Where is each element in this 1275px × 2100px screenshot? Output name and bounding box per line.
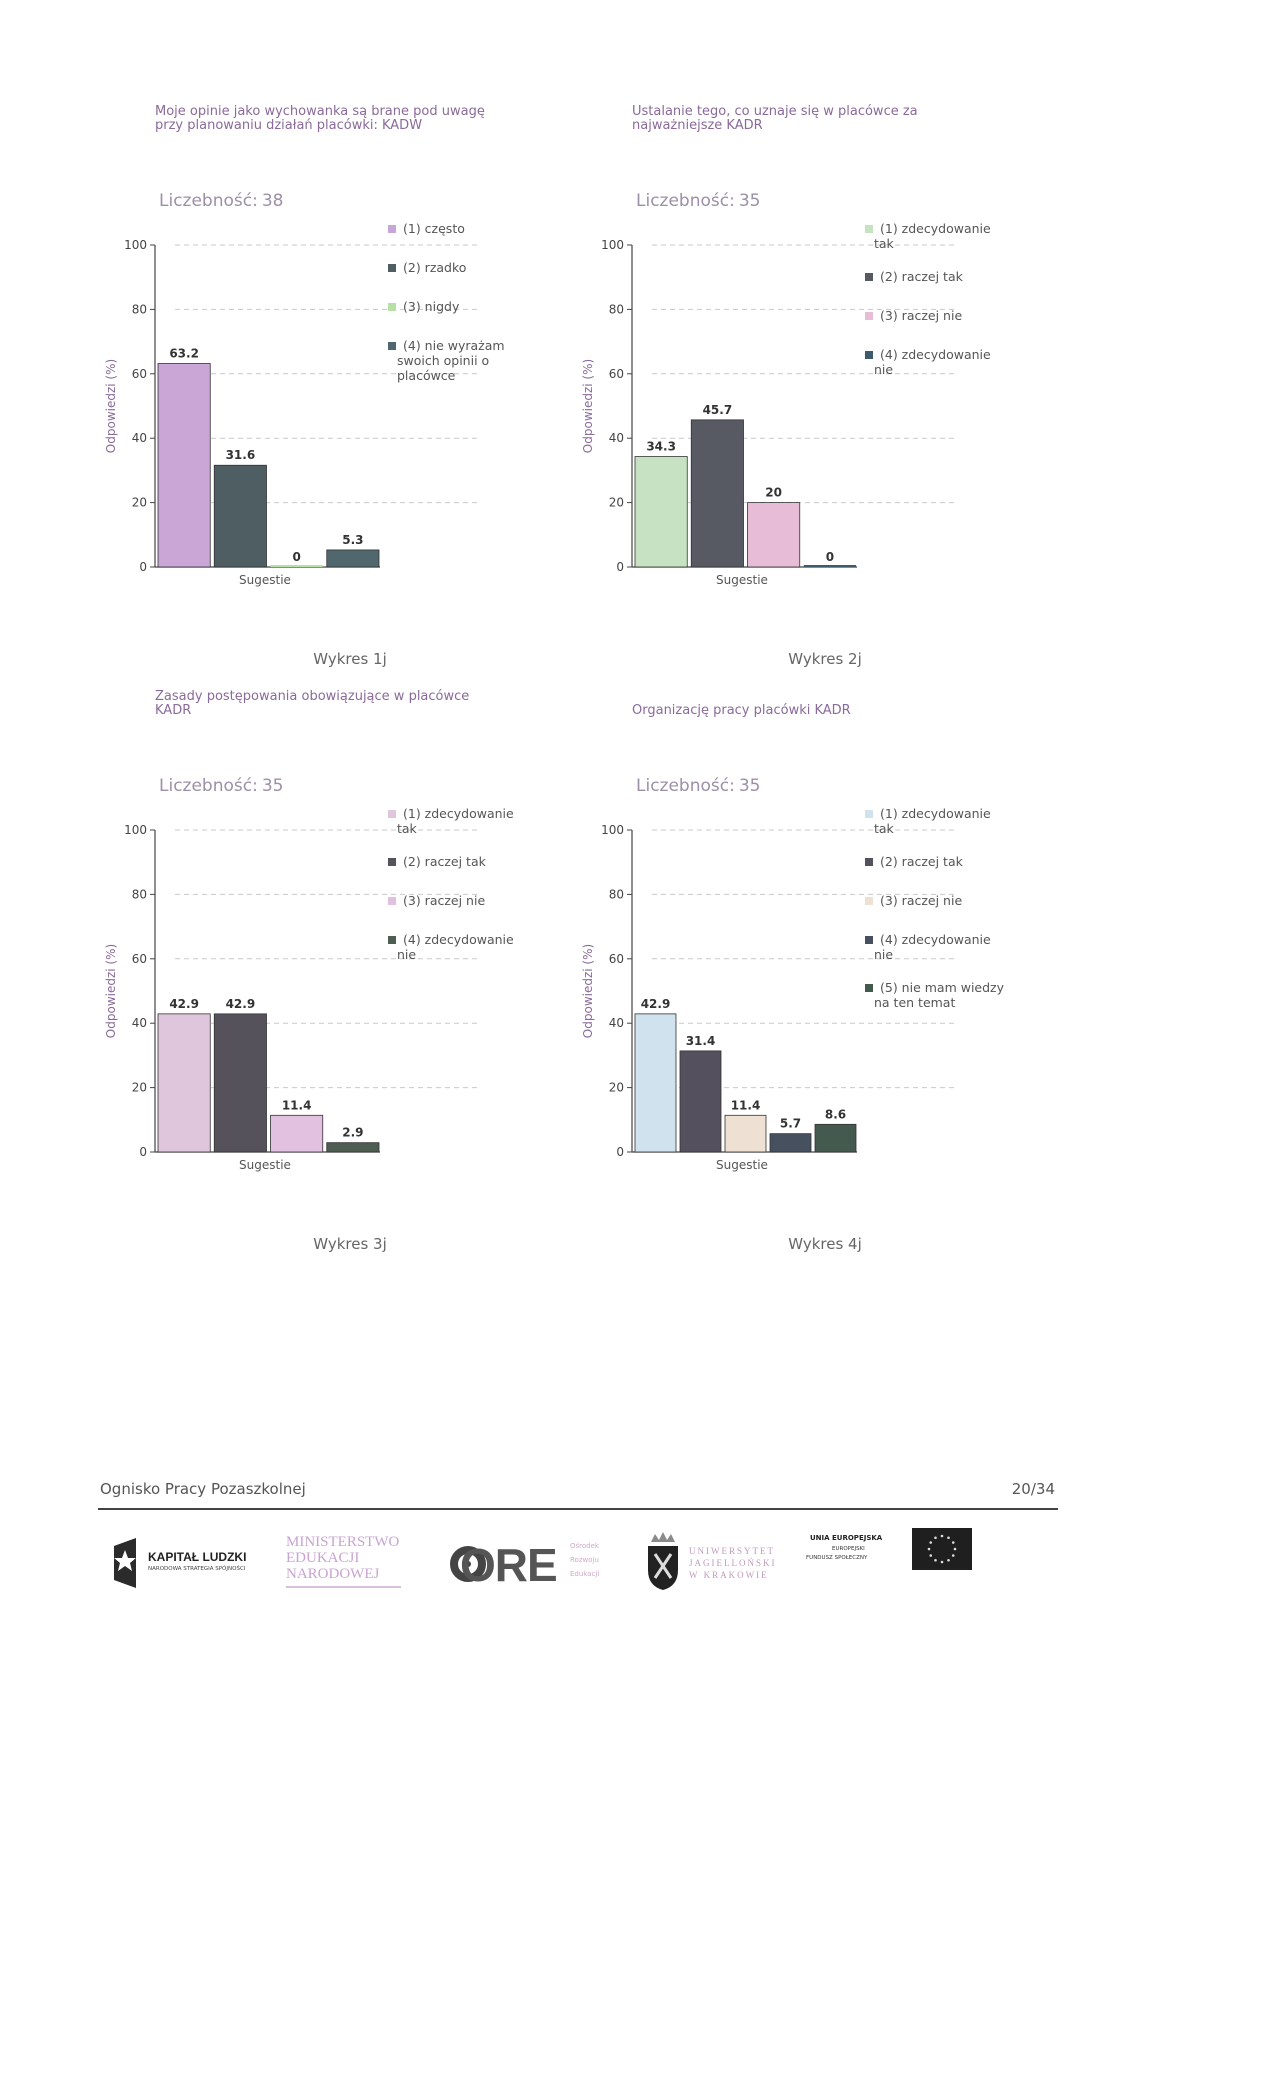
y-tick-label: 20	[608, 1080, 624, 1095]
count-value: 35	[738, 776, 761, 796]
eu-flag-field	[912, 1528, 972, 1570]
eu-line-3: FUNDUSZ SPOŁECZNY	[806, 1555, 868, 1561]
data-label: 5.7	[779, 1116, 802, 1131]
bar-chart	[104, 690, 585, 1210]
legend-swatch	[865, 984, 873, 992]
legend-entry-line: (2) raczej tak	[403, 854, 486, 869]
kapital-ludzki-subtitle: NARODOWA STRATEGIA SPÓJNOŚCI	[148, 1566, 246, 1572]
bar	[214, 465, 266, 567]
eu-logo	[800, 1528, 980, 1596]
y-tick-label: 20	[131, 1080, 147, 1095]
data-label: 31.6	[225, 448, 256, 463]
men-line-3: NARODOWEJ	[286, 1566, 380, 1582]
data-label: 42.9	[225, 996, 256, 1011]
y-tick-label: 100	[601, 823, 624, 837]
chart-title: Moje opinie jako wychowanka są brane pod uwagę przy planowaniu działań placówki: KADW	[155, 104, 485, 133]
chart-title: Zasady postępowania obowiązujące w placówce KADR	[155, 689, 470, 718]
legend-swatch	[388, 225, 396, 233]
y-tick-label: 40	[131, 1016, 147, 1031]
y-tick-label: 100	[124, 823, 147, 837]
legend-entry	[397, 338, 505, 383]
data-label: 0	[825, 550, 835, 564]
eu-star-icon	[934, 1559, 937, 1562]
y-tick-label: 20	[608, 495, 624, 510]
y-tick-label: 40	[608, 431, 624, 446]
legend-entry	[874, 980, 1005, 1010]
legend-entry	[874, 221, 991, 251]
eu-star-icon	[954, 1548, 957, 1551]
legend-entry-line: (3) raczej nie	[880, 308, 963, 323]
data-label: 0	[292, 550, 301, 564]
bar	[725, 1115, 766, 1152]
y-axis-label: Odpowiedzi (%)	[581, 943, 595, 1039]
bar	[770, 1134, 811, 1152]
kapital-ludzki-mark-icon	[110, 1536, 140, 1590]
ore-mark: ORE	[460, 1539, 557, 1591]
legend-swatch	[388, 810, 396, 818]
men-line-1: MINISTERSTWO	[286, 1534, 400, 1550]
uj-crest-icon	[645, 1532, 681, 1592]
legend-entry-line: swoich opinii o	[397, 353, 490, 368]
y-tick-label: 80	[131, 887, 147, 902]
legend-swatch	[388, 342, 396, 350]
men-underline	[286, 1586, 401, 1588]
y-tick-label: 80	[608, 302, 624, 317]
y-tick-label: 100	[601, 238, 624, 252]
legend-entry	[403, 893, 485, 908]
men-line-2: EDUKACJI	[286, 1550, 360, 1566]
data-label: 8.6	[824, 1107, 847, 1122]
y-axis-label: Odpowiedzi (%)	[104, 943, 118, 1039]
legend-entry	[403, 221, 465, 236]
legend-swatch	[388, 897, 396, 905]
y-tick-label: 60	[608, 951, 624, 966]
chart-caption: Wykres 3j	[313, 1235, 387, 1253]
legend-entry-line: (2) raczej tak	[880, 269, 963, 284]
legend-entry-line: (2) raczej tak	[880, 854, 963, 869]
data-label: 20	[765, 485, 782, 500]
legend-swatch	[865, 858, 873, 866]
legend-entry-line: (3) nigdy	[403, 299, 460, 314]
legend-entry-line: nie	[874, 947, 894, 962]
uj-line-1: UNIWERSYTET	[689, 1546, 775, 1556]
eu-star-icon	[947, 1536, 950, 1539]
bar	[158, 1014, 210, 1152]
bar	[271, 1115, 323, 1152]
legend-entry	[874, 806, 991, 836]
y-tick-label: 100	[124, 238, 147, 252]
kapital-ludzki-title: KAPITAŁ LUDZKI	[148, 1550, 247, 1564]
ore-sub-2: Rozwoju	[570, 1556, 599, 1564]
bar	[815, 1124, 856, 1152]
chart-panel-4	[581, 690, 1062, 1253]
legend-entry-line: (4) zdecydowanie	[880, 347, 991, 362]
legend-entry	[880, 854, 964, 869]
y-tick-label: 0	[616, 1145, 624, 1159]
uj-logo	[645, 1528, 785, 1596]
ore-sub-3: Edukacji	[570, 1570, 600, 1578]
y-tick-label: 0	[616, 560, 624, 574]
data-label: 42.9	[640, 996, 671, 1011]
legend-entry-line: (4) zdecydowanie	[403, 932, 514, 947]
count-value: 35	[738, 191, 761, 211]
bar	[748, 503, 800, 567]
uj-line-3: W KRAKOWIE	[689, 1570, 769, 1580]
eu-flag-icon	[912, 1528, 972, 1570]
chart-title: Ustalanie tego, co uznaje się w placówce za najważniejsze KADR	[632, 104, 918, 133]
sponsor-logos	[100, 1528, 980, 1596]
legend-swatch	[865, 225, 873, 233]
legend-entry-line: (1) zdecydowanie	[880, 221, 991, 236]
legend-swatch	[865, 936, 873, 944]
legend-entry	[403, 260, 466, 275]
legend-swatch	[388, 264, 396, 272]
legend-entry-line: nie	[397, 947, 417, 962]
y-tick-label: 40	[608, 1016, 624, 1031]
legend-entry	[880, 893, 962, 908]
kapital-ludzki-logo	[110, 1528, 280, 1596]
chart-panel-3	[104, 689, 585, 1253]
chart-panel-2	[581, 104, 1062, 668]
legend-swatch	[388, 936, 396, 944]
data-label: 11.4	[730, 1098, 761, 1113]
y-tick-label: 60	[131, 366, 147, 381]
y-axis-label: Odpowiedzi (%)	[104, 358, 118, 454]
legend-entry-line: (3) raczej nie	[403, 893, 486, 908]
bar	[214, 1014, 266, 1152]
legend-swatch	[865, 273, 873, 281]
footer-rule	[98, 1508, 1058, 1510]
footer-title: Ognisko Pracy Pozaszkolnej	[100, 1480, 306, 1498]
eu-star-icon	[941, 1561, 944, 1564]
data-label: 2.9	[342, 1125, 364, 1140]
legend-swatch	[388, 858, 396, 866]
legend-entry	[397, 806, 514, 836]
legend-entry-line: na ten temat	[874, 995, 956, 1010]
y-tick-label: 80	[131, 302, 147, 317]
legend-swatch	[865, 351, 873, 359]
bar	[327, 550, 379, 567]
bar	[158, 363, 210, 567]
bar	[691, 420, 743, 567]
legend-entry	[403, 854, 487, 869]
chart-caption: Wykres 4j	[788, 1235, 862, 1253]
chart-title: Organizację pracy placówki KADR	[632, 703, 851, 718]
eu-star-icon	[947, 1559, 950, 1562]
legend-entry-line: (1) zdecydowanie	[880, 806, 991, 821]
legend-entry-line: (5) nie mam wiedzy	[880, 980, 1005, 995]
page-number: 20/34	[1011, 1480, 1055, 1498]
bar-chart	[104, 105, 585, 625]
eu-star-icon	[929, 1541, 932, 1544]
legend-swatch	[865, 810, 873, 818]
bar	[635, 1014, 676, 1152]
legend-entry-line: (4) zdecydowanie	[880, 932, 991, 947]
legend-entry-line: tak	[397, 821, 417, 836]
data-label: 31.4	[685, 1033, 716, 1048]
eu-line-1: UNIA EUROPEJSKA	[810, 1534, 883, 1542]
uj-line-2: JAGIELLOŃSKI	[689, 1558, 777, 1568]
count-label-text: Liczebność:	[159, 776, 258, 796]
count-label-text: Liczebność:	[636, 191, 735, 211]
y-tick-label: 20	[131, 495, 147, 510]
ore-logo	[450, 1528, 600, 1596]
legend-swatch	[865, 312, 873, 320]
legend-entry-line: (1) często	[403, 221, 465, 236]
legend-entry-line: tak	[874, 821, 894, 836]
x-axis-label: Sugestie	[716, 1158, 768, 1172]
y-tick-label: 60	[608, 366, 624, 381]
eu-star-icon	[929, 1554, 932, 1557]
bar	[635, 457, 687, 567]
data-label: 34.3	[646, 439, 676, 454]
y-tick-label: 60	[131, 951, 147, 966]
count-label-text: Liczebność:	[159, 191, 258, 211]
chart-caption: Wykres 2j	[788, 650, 862, 668]
y-axis-label: Odpowiedzi (%)	[581, 358, 595, 454]
eu-line-2: EUROPEJSKI	[832, 1546, 865, 1552]
bar-chart	[581, 690, 1062, 1210]
x-axis-label: Sugestie	[716, 573, 768, 587]
data-label: 42.9	[169, 996, 199, 1011]
legend-entry-line: nie	[874, 362, 894, 377]
data-label: 45.7	[702, 402, 733, 417]
legend-entry	[874, 347, 991, 377]
men-logo	[286, 1528, 416, 1596]
legend-entry-line: tak	[874, 236, 894, 251]
legend-entry	[403, 299, 460, 314]
eu-star-icon	[952, 1541, 955, 1544]
chart-panel-1	[104, 104, 585, 668]
y-tick-label: 0	[139, 560, 147, 574]
legend-entry-line: placówce	[397, 368, 456, 383]
bar	[327, 1143, 379, 1152]
ore-sub-1: Ośrodek	[570, 1542, 599, 1550]
data-label: 11.4	[281, 1098, 312, 1113]
eu-star-icon	[952, 1554, 955, 1557]
eu-star-icon	[928, 1548, 931, 1551]
count-label-text: Liczebność:	[636, 776, 735, 796]
bar-chart	[581, 105, 1062, 625]
legend-entry-line: (2) rzadko	[403, 260, 467, 275]
legend-entry-line: (3) raczej nie	[880, 893, 963, 908]
x-axis-label: Sugestie	[239, 1158, 291, 1172]
legend-entry	[874, 932, 991, 962]
bar	[680, 1051, 721, 1152]
legend-swatch	[388, 303, 396, 311]
eu-star-icon	[941, 1535, 944, 1538]
chart-caption: Wykres 1j	[313, 650, 387, 668]
legend-entry	[880, 269, 964, 284]
legend-entry-line: (4) nie wyrażam	[403, 338, 505, 353]
legend-entry-line: (1) zdecydowanie	[403, 806, 514, 821]
count-value: 35	[261, 776, 284, 796]
y-tick-label: 0	[139, 1145, 147, 1159]
y-tick-label: 80	[608, 887, 624, 902]
data-label: 5.3	[342, 532, 364, 547]
data-label: 63.2	[169, 346, 199, 361]
y-tick-label: 40	[131, 431, 147, 446]
legend-swatch	[865, 897, 873, 905]
eu-star-icon	[934, 1536, 937, 1539]
legend-entry	[880, 308, 962, 323]
count-value: 38	[261, 191, 284, 211]
x-axis-label: Sugestie	[239, 573, 291, 587]
legend-entry	[397, 932, 514, 962]
